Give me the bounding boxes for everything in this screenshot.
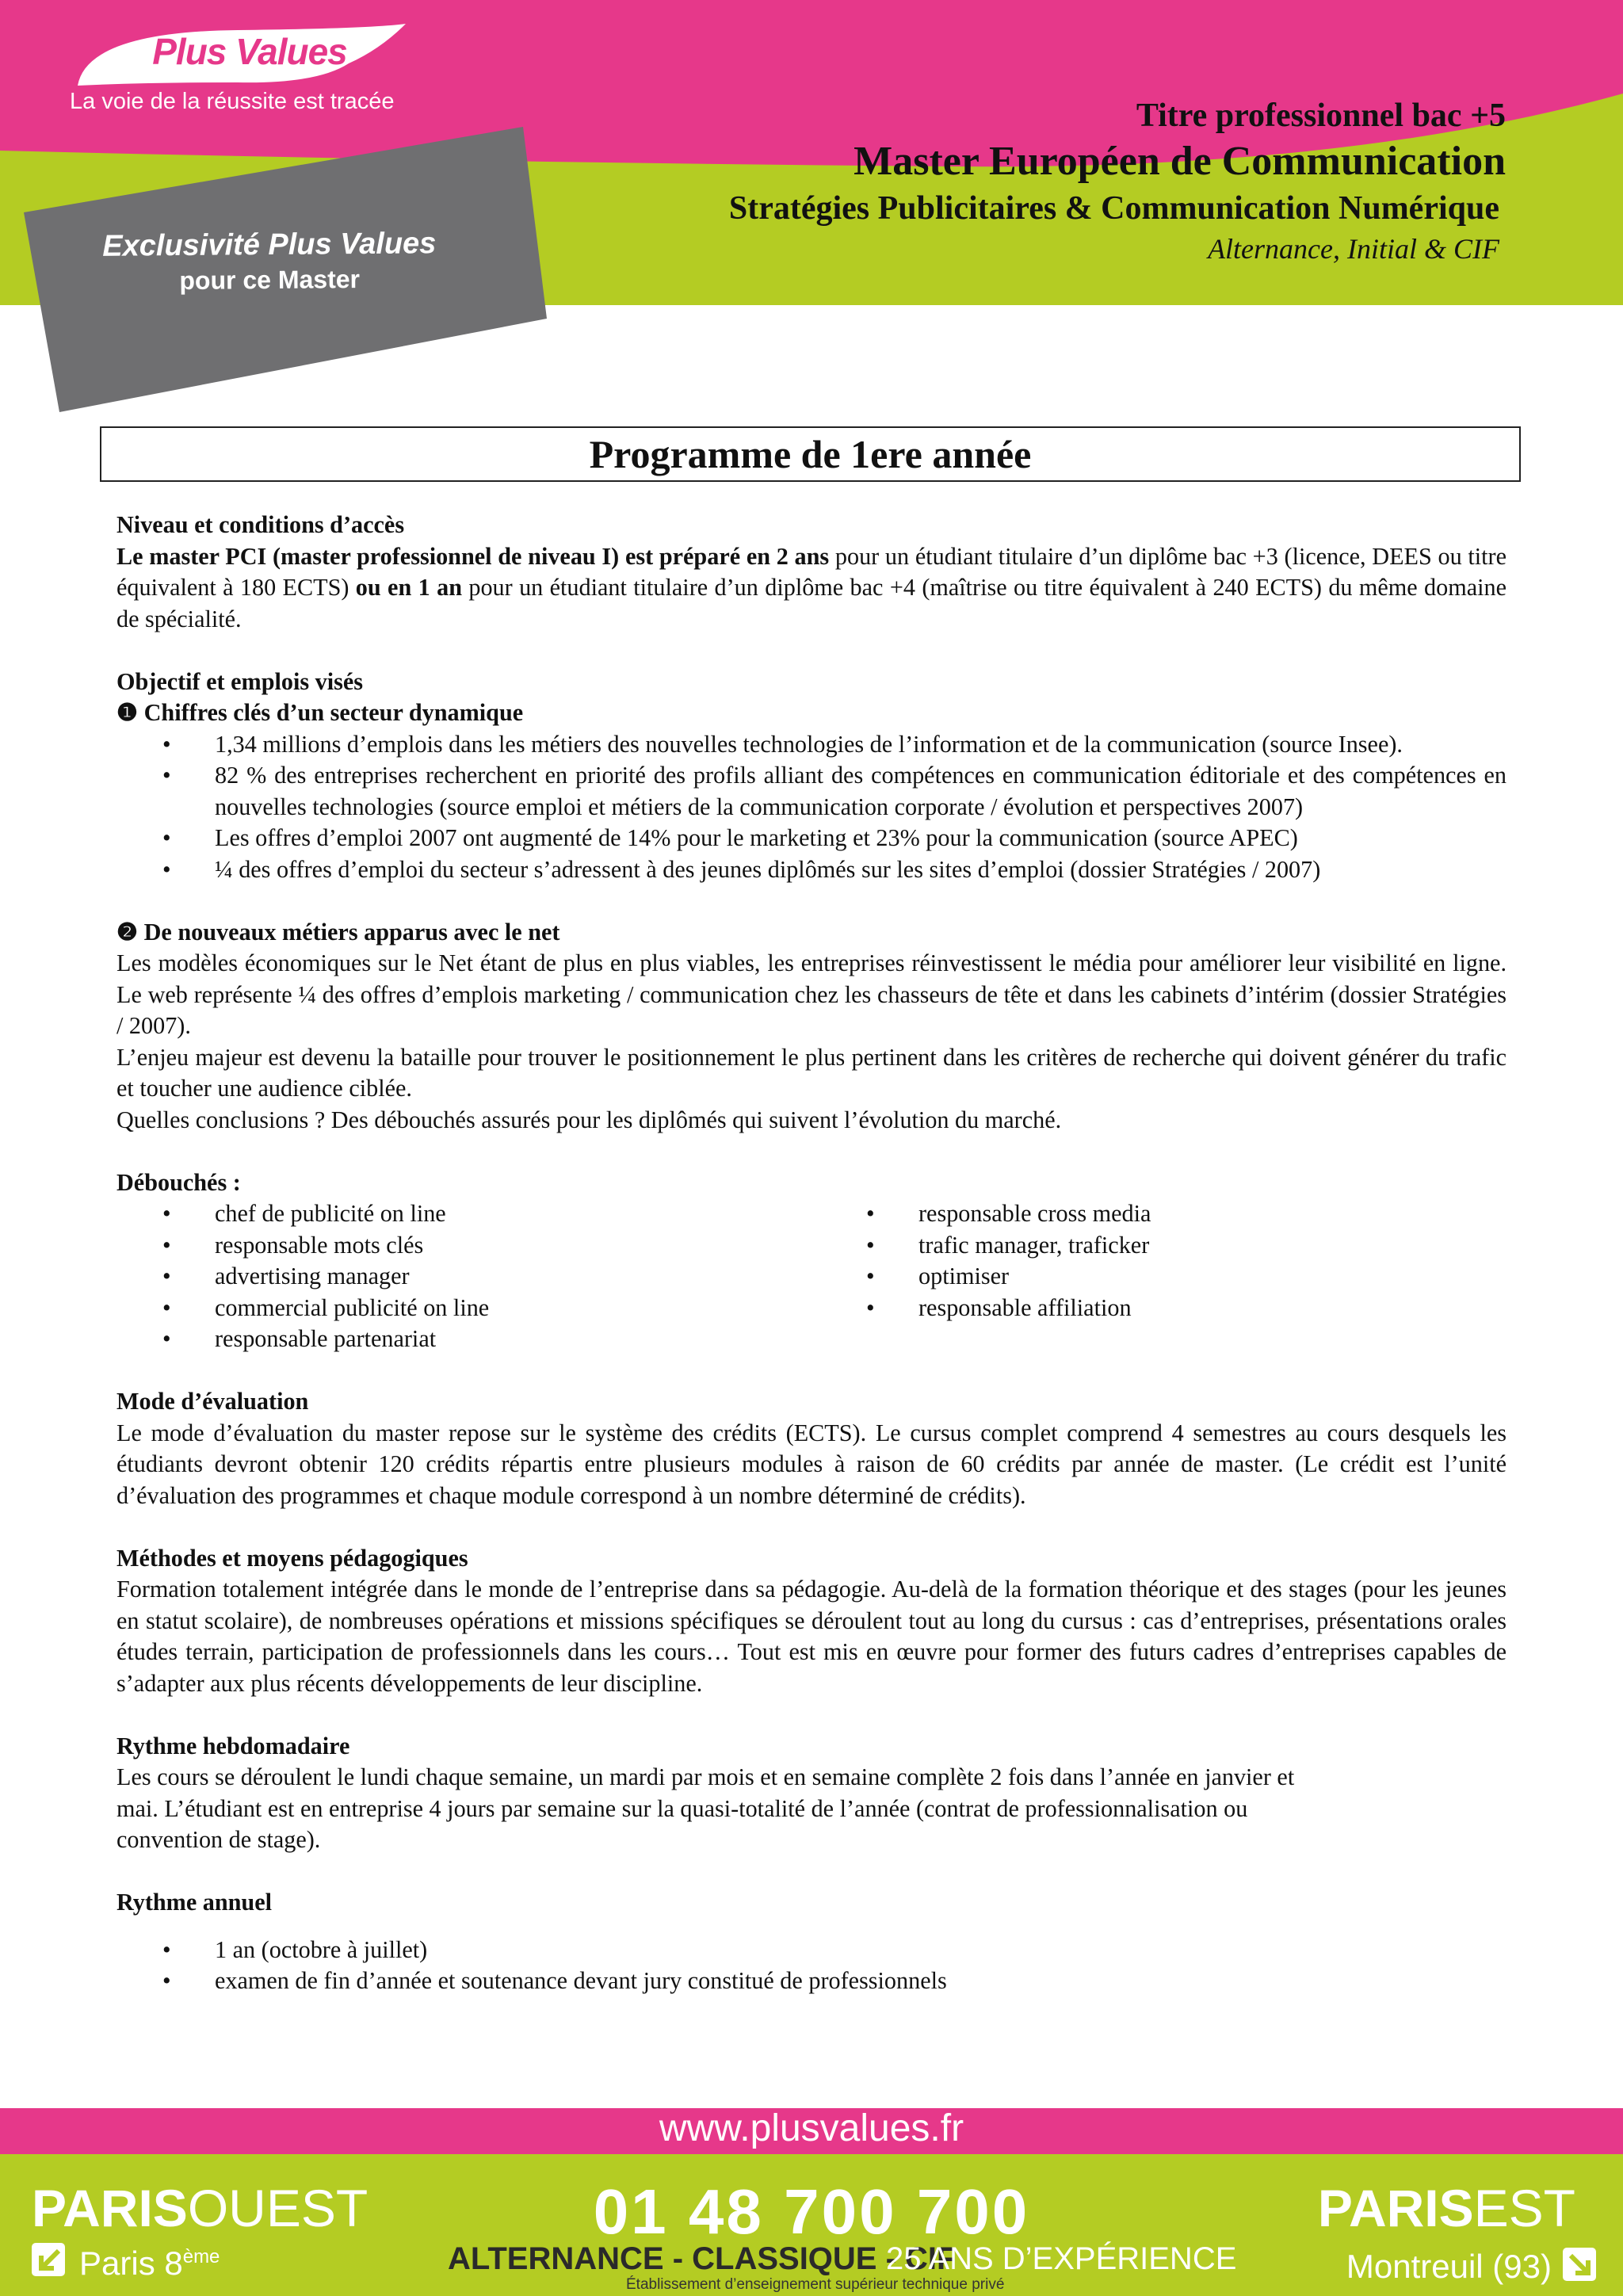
objectif-para3: Quelles conclusions ? Des débouchés assurés pour les diplômés qui suivent l’évolution du marché. (116, 1106, 1062, 1133)
list-item: • responsable partenariat (116, 1324, 820, 1355)
niveau-heading: Niveau et conditions d’accès (116, 511, 405, 538)
list-item: • responsable affiliation (820, 1293, 1507, 1324)
hebdo-line1: Les cours se déroulent le lundi chaque semaine, un mardi par mois et en semaine complète 2 fois dans l’année en janvier et (116, 1763, 1295, 1790)
debouches-heading: Débouchés : (116, 1168, 241, 1196)
annuel-heading: Rythme annuel (116, 1889, 273, 1916)
niveau-text2: pour un étudiant titulaire d’un diplôme bac +4 (maîtrise ou titre équivalent à 240 ECTS) du même domaine de spécialité. (116, 574, 1507, 632)
paris-ouest-sub (79, 2244, 220, 2283)
objectif-para2: L’enjeu majeur est devenu la bataille pour trouver le positionnement le plus pertinent dans les critères de recherche qui doivent générer du trafic et toucher une audience ciblée. (116, 1043, 1507, 1102)
title-line1: Titre professionnel bac +5 (1136, 97, 1506, 134)
list-item: • examen de fin d’année et soutenance devant jury constitué de professionnels (116, 1966, 1507, 1997)
title-line2: Master Européen de Communication (854, 139, 1506, 184)
paris-est-light: EST (1473, 2179, 1575, 2237)
list-item: • Les offres d’emploi 2007 ont augmenté de 14% pour le marketing et 23% pour la communication (source APEC) (116, 823, 1507, 854)
list-item: • optimiser (820, 1261, 1507, 1293)
objectif-bullets (116, 729, 1507, 886)
niveau-text1: pour un étudiant titulaire d’un diplôme bac +3 (licence, DEES ou titre équivalent à 180 ECTS) (116, 542, 1507, 601)
niveau-bold1: Le master PCI (master professionnel de niveau I) est préparé en 2 ans (116, 542, 830, 570)
objectif-sub2: ❷ De nouveaux métiers apparus avec le net (116, 918, 560, 946)
evaluation-heading: Mode d’évaluation (116, 1388, 309, 1415)
list-item: • chef de publicité on line (116, 1198, 820, 1230)
debouches-col2 (820, 1198, 1507, 1355)
hebdo-line3: convention de stage). (116, 1826, 321, 1853)
niveau-text (116, 541, 1507, 636)
logo-tagline: La voie de la réussite est tracée (70, 89, 395, 114)
paris-ouest-bold: PARIS (32, 2179, 188, 2237)
logo-text[interactable]: Plus Values (152, 31, 347, 72)
exclusivity-line2: pour ce Master (179, 265, 361, 295)
list-item: • responsable cross media (820, 1198, 1507, 1230)
document-body (116, 510, 1507, 1997)
footer-tag-experience: 25 ANS D’EXPÉRIENCE (886, 2241, 1237, 2276)
list-item: • 1 an (octobre à juillet) (116, 1935, 1507, 1966)
paris-est-bold: PARIS (1317, 2179, 1474, 2237)
niveau-bold2: ou en 1 an (355, 574, 462, 601)
list-item: • responsable mots clés (116, 1230, 820, 1262)
objectif-para1: Les modèles économiques sur le Net étant de plus en plus viables, les entreprises réinvestissent le média pour améliorer leur visibilité en ligne. Le web représente ¼ des offres d’emplois marketing / communication chez les chasseurs de tête et dans les cabinets d’intérim (dossier Stratégies / 2007). (116, 949, 1507, 1039)
objectif-sub1: ❶ Chiffres clés d’un secteur dynamique (116, 699, 524, 726)
list-item: • commercial publicité on line (116, 1293, 820, 1324)
title-line3: Stratégies Publicitaires & Communication Numérique (728, 190, 1499, 227)
paris-est (1318, 2176, 1575, 2255)
title-line4: Alternance, Initial & CIF (1208, 233, 1499, 265)
paris-ouest-city: Paris 8 (79, 2244, 183, 2282)
paris-est-sub: Montreuil (93) (1346, 2248, 1552, 2285)
debouches-columns (116, 1198, 1507, 1355)
paris-ouest-light: OUEST (187, 2179, 369, 2237)
website-link[interactable]: www.plusvalues.fr (659, 2107, 964, 2149)
list-item: • ¼ des offres d’emploi du secteur s’adressent à des jeunes diplômés sur les sites d’emploi (dossier Stratégies / 2007) (116, 854, 1507, 886)
list-item: • advertising manager (116, 1261, 820, 1293)
header-titles (396, 95, 1506, 268)
annuel-bullets (116, 1935, 1507, 1997)
objectif-heading: Objectif et emplois visés (116, 667, 364, 695)
list-item: • trafic manager, traficker (820, 1230, 1507, 1262)
debouches-col1 (116, 1198, 820, 1355)
methodes-heading: Méthodes et moyens pédagogiques (116, 1544, 468, 1572)
list-item: • 1,34 millions d’emplois dans les métiers des nouvelles technologies de l’information et de la communication (source Insee). (116, 729, 1507, 761)
evaluation-text: Le mode d’évaluation du master repose sur le système des crédits (ECTS). Le cursus complet comprend 4 semestres au cours desquels les étudiants devront obtenir 120 crédits répartis entre plusieurs modules à raison de 60 crédits par année de master. (Le crédit est l’unité d’évaluation des programmes et chaque module correspond à un nombre déterminé de crédits). (116, 1419, 1507, 1509)
program-title: Programme de 1ere année (100, 426, 1521, 482)
phone-number[interactable]: 01 48 700 700 (593, 2176, 1030, 2247)
exclusivity-line1: Exclusivité Plus Values (102, 227, 437, 263)
list-item: • 82 % des entreprises recherchent en priorité des profils alliant des compétences en communication éditoriale et des compétences en nouvelles technologies (source emploi et métiers de la communication corporate / évolution et perspectives 2007) (116, 760, 1507, 823)
hebdo-heading: Rythme hebdomadaire (116, 1732, 350, 1759)
methodes-text: Formation totalement intégrée dans le monde de l’entreprise dans sa pédagogie. Au-delà de la formation théorique et des stages (pour les jeunes en statut scolaire), de nombreuses opérations et missions spécifiques se déroulent tout au long du cursus : cas d’entreprises, présentations orales études terrain, participation de professionnels dans les cours… Tout est mis en œuvre pour former des futurs cadres d’entreprises capables de s’adapter aux plus récents développements de leur discipline. (116, 1576, 1507, 1697)
footer-tag-modes: ALTERNANCE - CLASSIQUE - CIF (448, 2241, 957, 2276)
footer-tag-establishment: Établissement d’enseignement supérieur technique privé (626, 2276, 1005, 2293)
paris-ouest-sup: ème (182, 2246, 220, 2267)
hebdo-line2: mai. L’étudiant est en entreprise 4 jours par semaine sur la quasi-totalité de l’année (contrat de professionnalisation ou (116, 1794, 1248, 1822)
